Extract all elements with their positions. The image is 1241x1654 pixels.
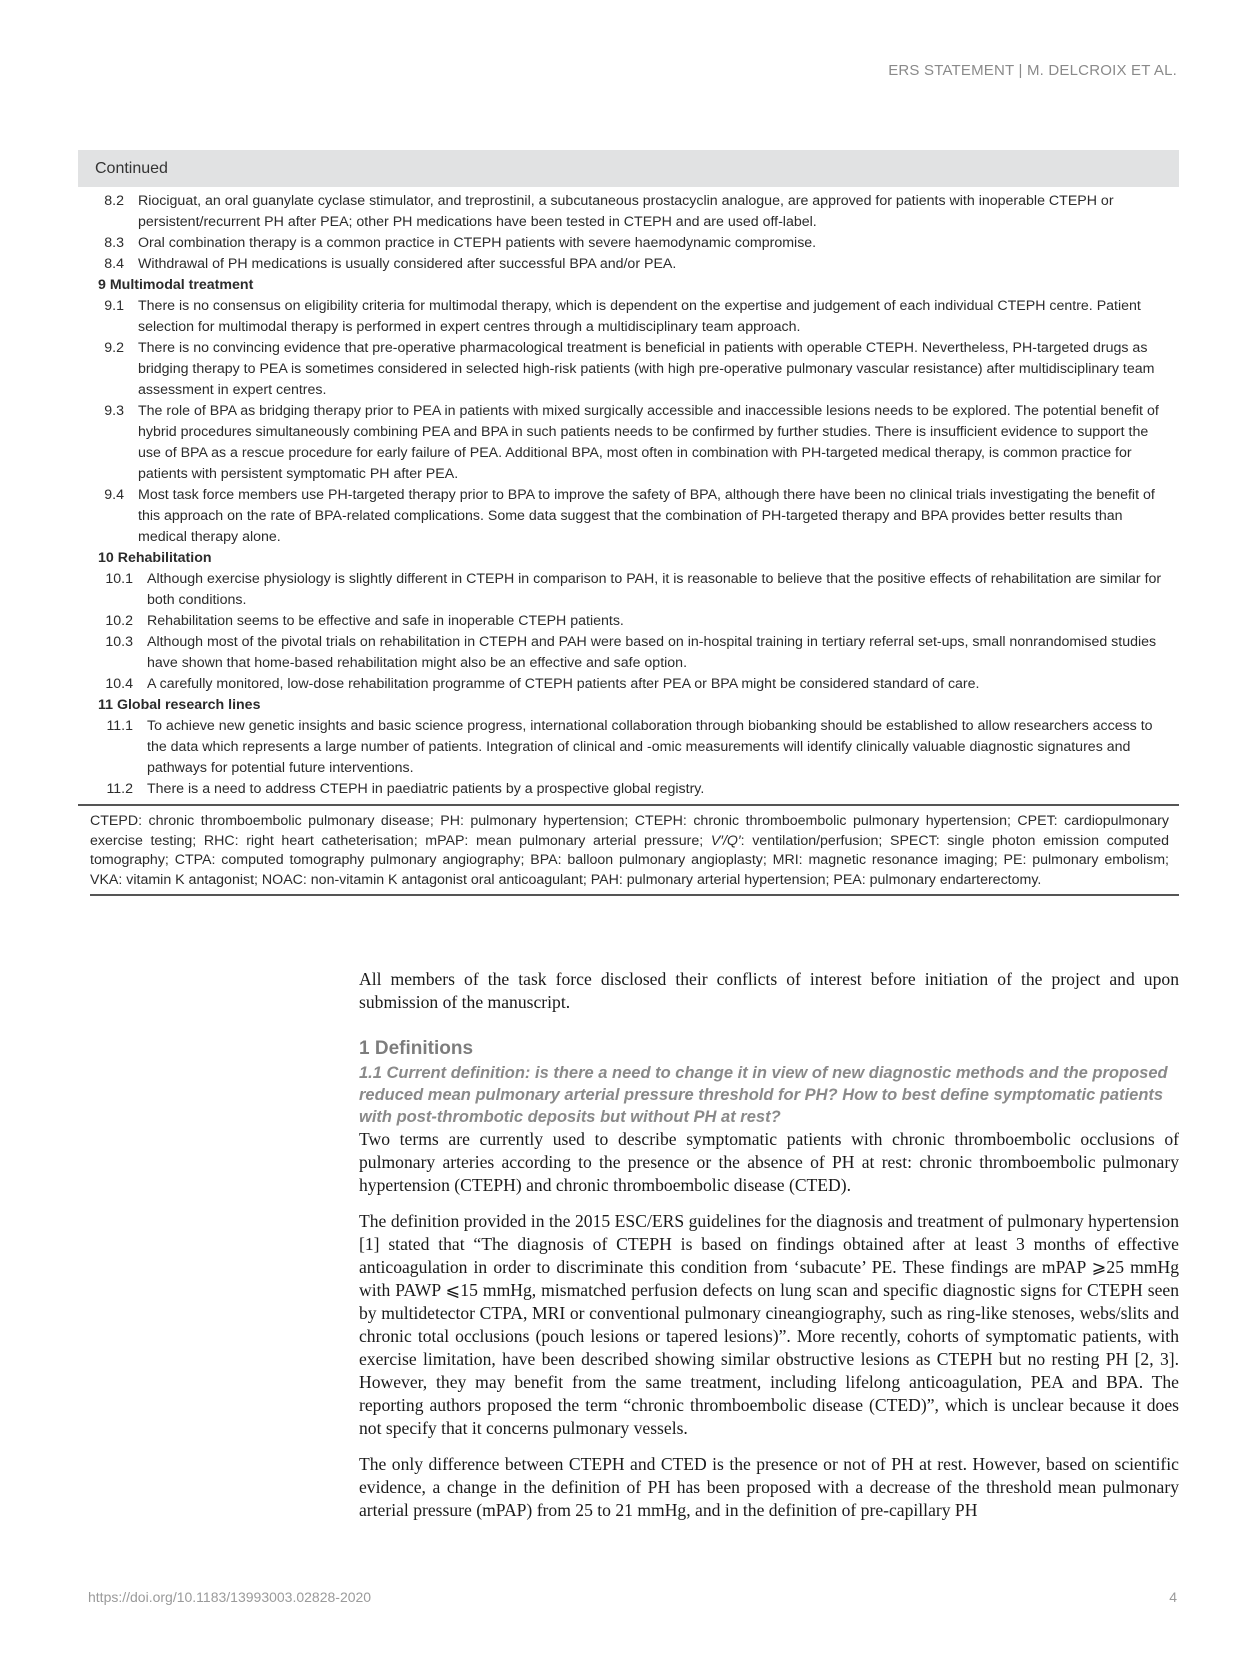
item-text: Oral combination therapy is a common practice in CTEPH patients with severe haemodynamic compromise.: [138, 235, 817, 251]
table-item: [78, 296, 1179, 338]
table-item: [78, 611, 1179, 632]
item-number: 9.3: [104, 403, 124, 419]
footnote-abbrev-part1: CTEPD: chronic thromboembolic pulmonary disease; PH: pulmonary hypertension; CTEPH: chronic thromboembolic pulmonary hypertension; CPET: cardiopulmonary exercise testing; RHC: right heart catheterisation; mPAP: mean pulmonary arterial pressure;: [90, 813, 1169, 849]
footnote-vq-symbol: V′/Q′: [710, 832, 741, 849]
table-item: [78, 191, 1179, 233]
table-bottom-rule: [90, 894, 1179, 896]
table-item: [78, 569, 1179, 611]
subsection-heading: 1.1 Current definition: is there a need to change it in view of new diagnostic methods and the proposed reduced mean pulmonary arterial pressure threshold for PH? How to best define symptomatic patients with post-thrombotic deposits but without PH at rest?: [359, 1064, 1168, 1126]
item-number: 11.1: [106, 718, 133, 734]
table-item: [78, 233, 1179, 254]
table-item: [78, 779, 1179, 800]
item-text: The role of BPA as bridging therapy prior to PEA in patients with mixed surgically accessible and inaccessible lesions needs to be explored. The potential benefit of hybrid procedures simultaneously combining PEA and BPA in such patients needs to be confirmed by further studies. There is insufficient evidence to support the use of BPA as a rescue procedure for early failure of PEA. Additional BPA, most often in combination with PH-targeted medical therapy, is common practice for patients with persistent symptomatic PH after PEA.: [138, 403, 1159, 482]
item-number: 11.2: [106, 781, 133, 797]
table-item: [78, 632, 1179, 674]
item-text: There is no convincing evidence that pre-operative pharmacological treatment is beneficial in patients with operable CTEPH. Nevertheless, PH-targeted drugs as bridging therapy to PEA is sometimes considered in selected high-risk patients (with high pre-operative pulmonary vascular resistance) after multidisciplinary team assessment in expert centres.: [138, 340, 1155, 398]
item-number: 8.3: [104, 235, 124, 251]
body-paragraph: Two terms are currently used to describe symptomatic patients with chronic thromboembolic occlusions of pulmonary arteries according to the presence or the absence of PH at rest: chronic thromboembolic pulmonary hypertension (CTEPH) and chronic thromboembolic disease (CTED).: [359, 1129, 1179, 1195]
item-text: Although most of the pivotal trials on rehabilitation in CTEPH and PAH were based on in-hospital training in tertiary referral set-ups, small nonrandomised studies have shown that home-based rehabilitation might also be an effective and safe option.: [147, 634, 1157, 671]
table-item: [78, 254, 1179, 275]
table-item: [78, 674, 1179, 695]
table-footnote: [78, 806, 1179, 894]
item-number: 9.4: [104, 487, 124, 503]
item-text: Most task force members use PH-targeted therapy prior to BPA to improve the safety of BPA, although there have been no clinical trials investigating the benefit of this approach on the rate of BPA-related complications. Some data suggest that the combination of PH-targeted therapy and BPA provides better results than medical therapy alone.: [138, 487, 1155, 545]
page-number: 4: [1169, 1589, 1177, 1605]
running-head: ERS STATEMENT | M. DELCROIX ET AL.: [888, 62, 1177, 79]
item-number: 10.2: [105, 613, 133, 629]
item-number: 10.1: [105, 571, 133, 587]
item-text: Although exercise physiology is slightly different in CTEPH in comparison to PAH, it is reasonable to believe that the positive effects of rehabilitation are similar for both conditions.: [147, 571, 1162, 608]
recommendations-table: [78, 150, 1179, 896]
item-number: 10.3: [105, 634, 133, 650]
table-item: [78, 338, 1179, 401]
table-continued-label: Continued: [78, 150, 1179, 187]
item-text: Riociguat, an oral guanylate cyclase stimulator, and treprostinil, a subcutaneous prostacyclin analogue, are approved for patients with inoperable CTEPH or persistent/recurrent PH after PEA; other PH medications have been tested in CTEPH and are used off-label.: [138, 193, 1114, 230]
item-text: A carefully monitored, low-dose rehabilitation programme of CTEPH patients after PEA or BPA might be considered standard of care.: [147, 676, 980, 692]
item-number: 8.2: [104, 193, 124, 209]
section-title-research: 11 Global research lines: [98, 697, 261, 713]
table-item: [78, 485, 1179, 548]
item-number: 8.4: [104, 256, 124, 272]
body-paragraph: The definition provided in the 2015 ESC/ERS guidelines for the diagnosis and treatment of pulmonary hypertension [1] stated that “The diagnosis of CTEPH is based on findings obtained after at least 3 months of effective anticoagulation in order to discriminate this condition from ‘subacute’ PE. These findings are mPAP ⩾25 mmHg with PAWP ⩽15 mmHg, mismatched perfusion defects on lung scan and specific diagnostic signs for CTEPH seen by multidetector CTPA, MRI or conventional pulmonary cineangiography, such as ring-like stenoses, webs/slits and chronic total occlusions (pouch lesions or tapered lesions)”. More recently, cohorts of symptomatic patients, with exercise limitation, have been described showing similar obstructive lesions as CTEPH but no resting PH [2, 3]. However, they may benefit from the same treatment, including lifelong anticoagulation, PEA and BPA. The reporting authors proposed the term “chronic thromboembolic disease (CTED)”, which is unclear because it does not specify that it concerns pulmonary vessels.: [359, 1211, 1179, 1438]
item-text: There is a need to address CTEPH in paediatric patients by a prospective global registry.: [147, 781, 705, 797]
item-text: Rehabilitation seems to be effective and safe in inoperable CTEPH patients.: [147, 613, 624, 629]
table-body: [78, 187, 1179, 800]
item-number: 9.2: [104, 340, 124, 356]
footnote-abbrev-part2: : ventilation/perfusion; SPECT: single photon emission computed tomography; CTPA: computed tomography pulmonary angiography; BPA: balloon pulmonary angioplasty; MRI: magnetic resonance imaging; PE: pulmonary embolism; VKA: vitamin K antagonist; NOAC: non-vitamin K antagonist oral anticoagulant; PAH: pulmonary arterial hypertension; PEA: pulmonary endarterectomy.: [90, 832, 1169, 888]
disclosure-paragraph: All members of the task force disclosed their conflicts of interest before initiation of the project and upon submission of the manuscript.: [359, 969, 1179, 1012]
section-title-rehabilitation: 10 Rehabilitation: [98, 550, 212, 566]
item-text: To achieve new genetic insights and basic science progress, international collaboration through biobanking should be established to allow researchers access to the data which represents a large number of patients. Integration of clinical and -omic measurements will identify clinically valuable diagnostic signatures and pathways for potential future interventions.: [147, 718, 1153, 776]
doi-link[interactable]: https://doi.org/10.1183/13993003.02828-2020: [88, 1589, 372, 1605]
main-text-column: [359, 968, 1179, 1535]
body-paragraph: The only difference between CTEPH and CTED is the presence or not of PH at rest. However, based on scientific evidence, a change in the definition of PH has been proposed with a decrease of the threshold mean pulmonary arterial pressure (mPAP) from 25 to 21 mmHg, and in the definition of pre-capillary PH: [359, 1454, 1179, 1520]
section-title-multimodal: 9 Multimodal treatment: [98, 277, 254, 293]
item-number: 10.4: [105, 676, 133, 692]
item-text: There is no consensus on eligibility criteria for multimodal therapy, which is dependent on the expertise and judgement of each individual CTEPH centre. Patient selection for multimodal therapy is performed in expert centres through a multidisciplinary team approach.: [138, 298, 1141, 335]
table-item: [78, 716, 1179, 779]
item-text: Withdrawal of PH medications is usually considered after successful BPA and/or PEA.: [138, 256, 677, 272]
item-number: 9.1: [104, 298, 124, 314]
table-item: [78, 401, 1179, 485]
section-heading: 1 Definitions: [359, 1038, 474, 1059]
